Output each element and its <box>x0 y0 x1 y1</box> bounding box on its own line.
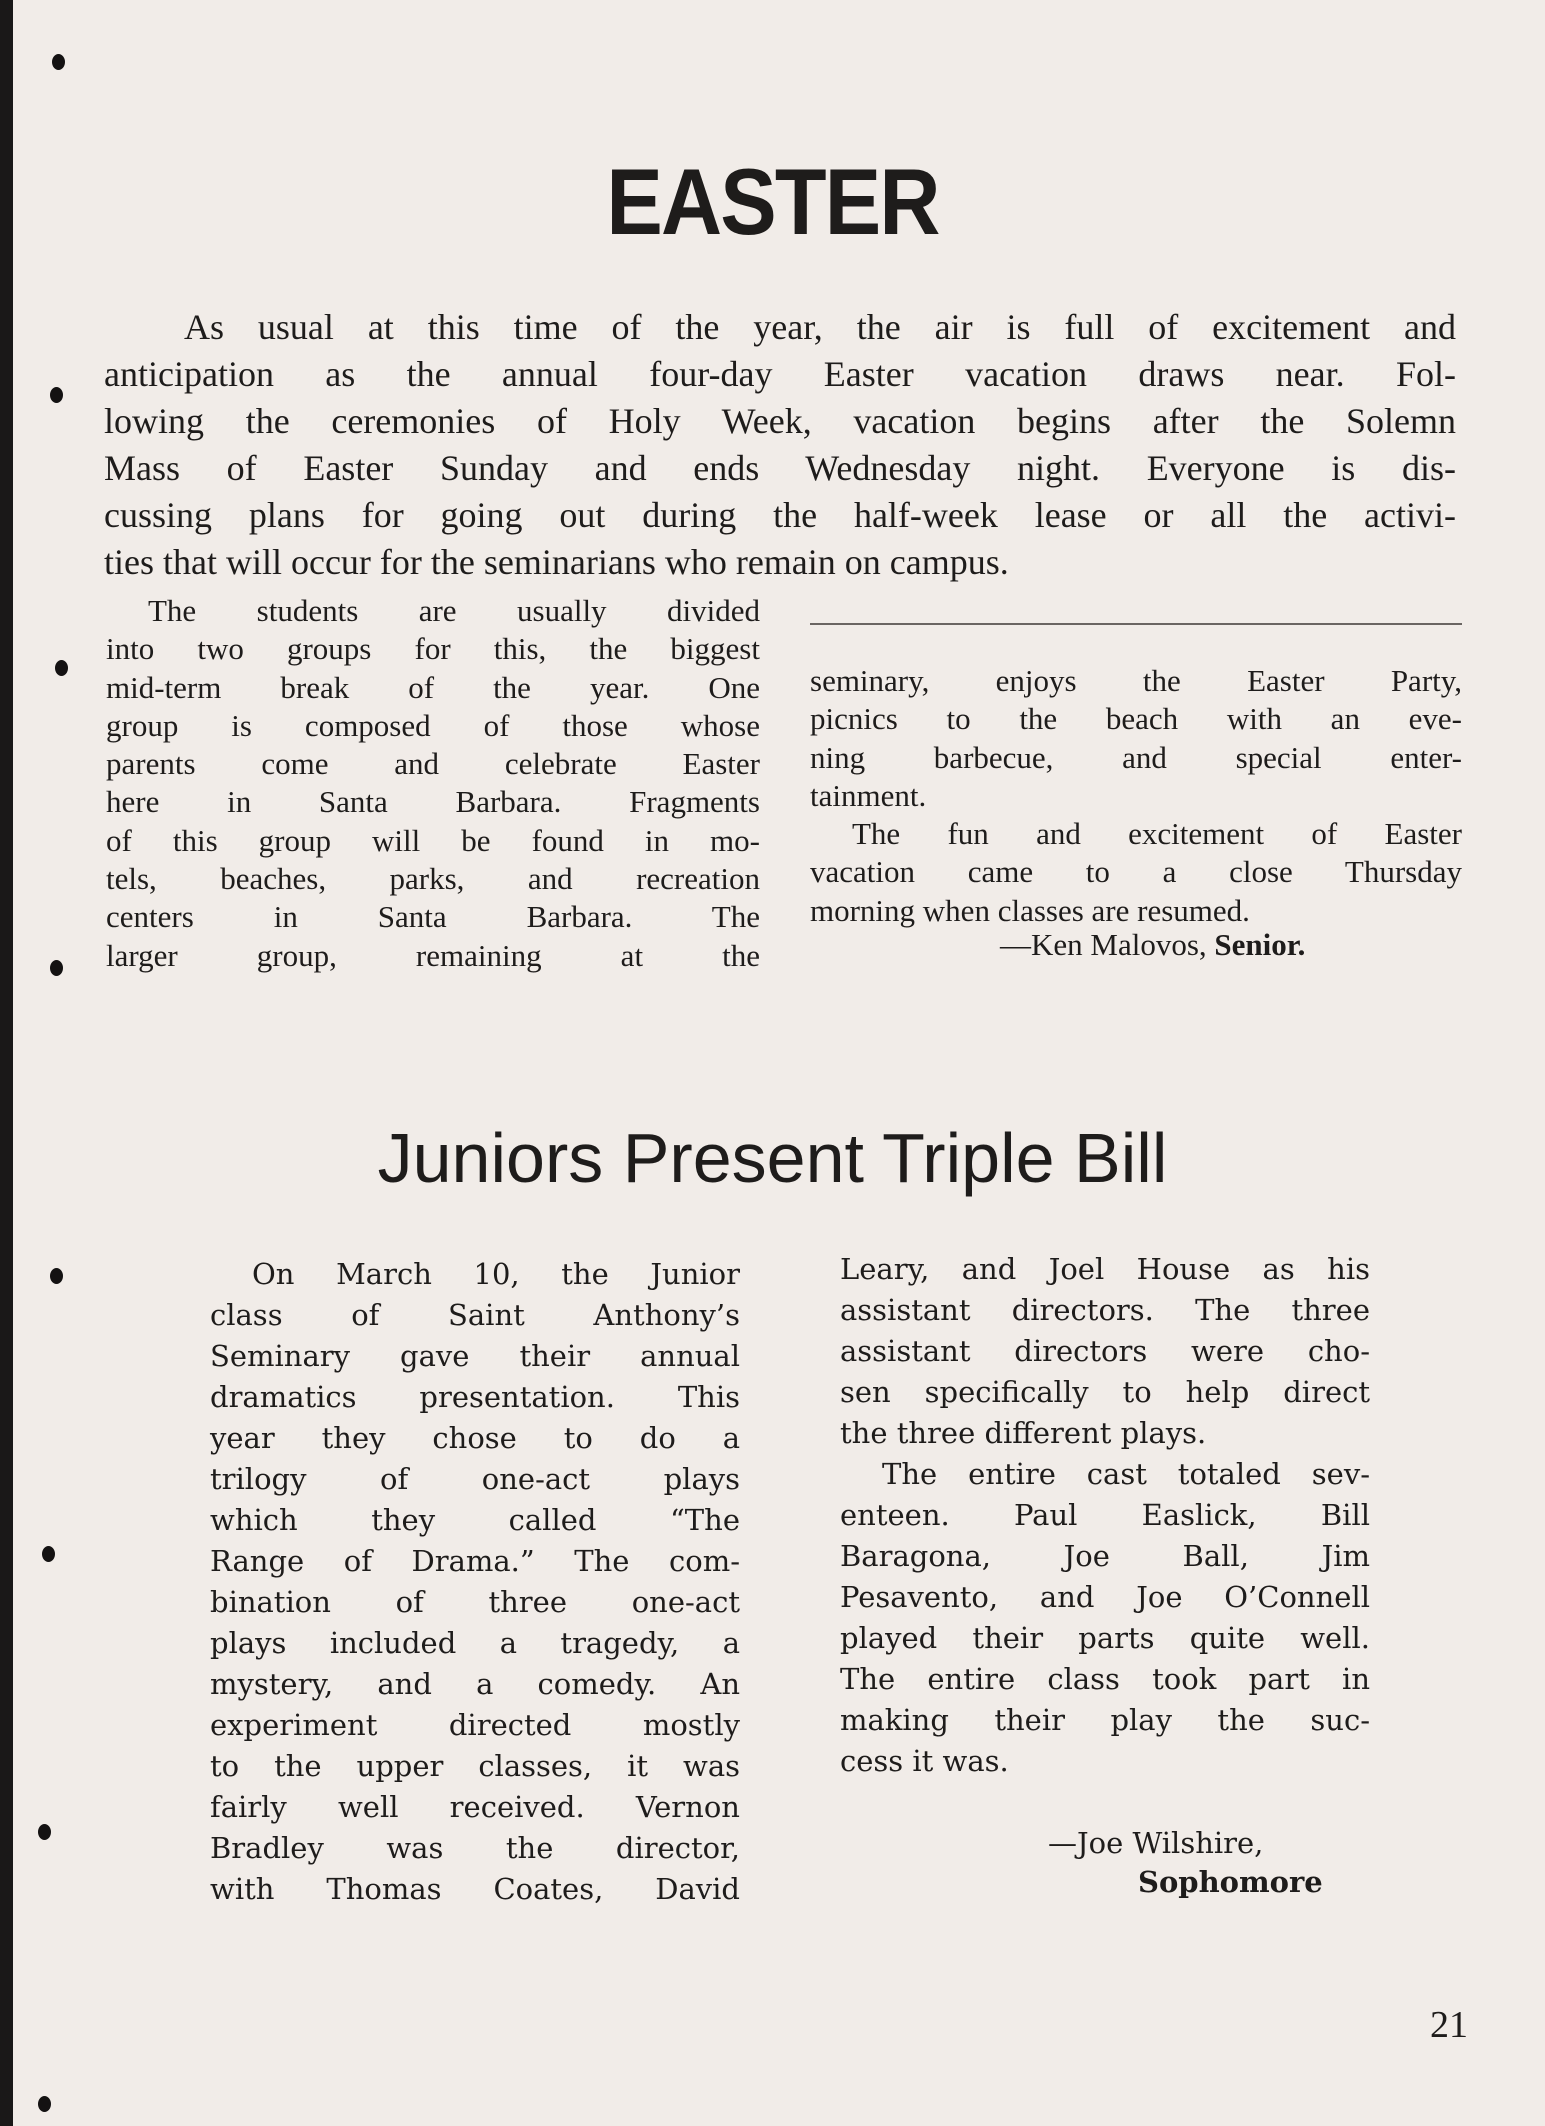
binder-hole <box>55 660 68 676</box>
text-line: cess it was. <box>840 1744 1009 1778</box>
byline-class: Senior. <box>1214 927 1306 962</box>
binder-hole <box>52 54 65 70</box>
text-line: vacation came to a close Thursday <box>810 854 1462 890</box>
text-line: Mass of Easter Sunday and ends Wednesday night. Everyone is dis- <box>104 448 1456 488</box>
text-line: tainment. <box>810 777 927 813</box>
easter-right-column <box>810 662 1462 930</box>
easter-intro-paragraph <box>104 304 1456 586</box>
text-line: picnics to the beach with an eve- <box>810 701 1462 737</box>
text-line: cussing plans for going out during the half-week lease or all the activi- <box>104 495 1456 535</box>
text-line: parents come and celebrate Easter <box>106 746 760 782</box>
juniors-byline-author: —Joe Wilshire, <box>1048 1826 1264 1860</box>
binder-hole <box>38 1824 51 1840</box>
column-divider-rule <box>810 623 1462 625</box>
text-line: to the upper classes, it was <box>210 1749 740 1783</box>
juniors-left-column <box>210 1254 740 1910</box>
text-line: assistant directors were cho- <box>840 1334 1370 1368</box>
text-line: Baragona, Joe Ball, Jim <box>840 1539 1370 1573</box>
text-line: bination of three one-act <box>210 1585 740 1619</box>
text-line: which they called “The <box>210 1503 740 1537</box>
text-line: As usual at this time of the year, the air is full of excitement and <box>184 307 1456 347</box>
text-line: experiment directed mostly <box>210 1708 740 1742</box>
text-line: into two groups for this, the biggest <box>106 631 760 667</box>
text-line: ning barbecue, and special enter- <box>810 739 1462 775</box>
text-line: tels, beaches, parks, and recreation <box>106 861 760 897</box>
text-line: trilogy of one-act plays <box>210 1462 740 1496</box>
text-line: seminary, enjoys the Easter Party, <box>810 663 1462 698</box>
binder-hole <box>42 1546 55 1562</box>
text-line: centers in Santa Barbara. The <box>106 899 760 935</box>
byline-author: —Ken Malovos, <box>1000 927 1207 962</box>
text-line: larger group, remaining at the <box>106 937 760 973</box>
text-line: ties that will occur for the seminarians who remain on campus. <box>104 542 1009 582</box>
text-line: fairly well received. Vernon <box>210 1790 740 1824</box>
text-line: plays included a tragedy, a <box>210 1626 740 1660</box>
text-line: Pesavento, and Joe O’Connell <box>840 1580 1370 1614</box>
text-line: sen specifically to help direct <box>840 1375 1370 1409</box>
text-line: On March 10, the Junior <box>252 1257 740 1291</box>
text-line: The entire cast totaled sev- <box>882 1457 1370 1491</box>
text-line: here in Santa Barbara. Fragments <box>106 784 760 820</box>
binding-edge <box>0 0 13 2126</box>
juniors-title: Juniors Present Triple Bill <box>377 1119 1168 1197</box>
text-line: Bradley was the director, <box>210 1831 740 1865</box>
juniors-right-column <box>840 1249 1370 1782</box>
text-line: dramatics presentation. This <box>210 1380 740 1414</box>
binder-hole <box>38 2096 51 2112</box>
binder-hole <box>50 960 63 976</box>
text-line: group is composed of those whose <box>106 707 760 743</box>
text-line: Seminary gave their annual <box>210 1339 740 1373</box>
binder-hole <box>50 387 63 403</box>
text-line: enteen. Paul Easlick, Bill <box>840 1498 1370 1532</box>
text-line: Range of Drama.” The com- <box>210 1544 740 1578</box>
text-line: The entire class took part in <box>840 1662 1370 1696</box>
page-number: 21 <box>1430 2004 1468 2046</box>
text-line: of this group will be found in mo- <box>106 822 760 858</box>
text-line: played their parts quite well. <box>840 1621 1370 1655</box>
text-line: Leary, and Joel House as his <box>840 1252 1370 1286</box>
text-line: mid-term break of the year. One <box>106 669 760 705</box>
binder-hole <box>50 1268 63 1284</box>
text-line: with Thomas Coates, David <box>210 1872 740 1906</box>
text-line: the three different plays. <box>840 1416 1207 1450</box>
text-line: morning when classes are resumed. <box>810 892 1250 928</box>
easter-byline <box>1000 927 1305 963</box>
text-line: The students are usually divided <box>148 593 760 628</box>
easter-title: EASTER <box>606 149 939 254</box>
text-line: making their play the suc- <box>840 1703 1370 1737</box>
easter-left-column <box>106 592 760 975</box>
text-line: assistant directors. The three <box>840 1293 1370 1327</box>
text-line: class of Saint Anthony’s <box>210 1298 740 1332</box>
text-line: lowing the ceremonies of Holy Week, vacation begins after the Solemn <box>104 401 1456 441</box>
text-line: anticipation as the annual four-day Easter vacation draws near. Fol- <box>104 354 1456 394</box>
juniors-byline-class: Sophomore <box>1138 1865 1323 1899</box>
text-line: year they chose to do a <box>210 1421 740 1455</box>
text-line: The fun and excitement of Easter <box>852 816 1462 852</box>
text-line: mystery, and a comedy. An <box>210 1667 740 1701</box>
